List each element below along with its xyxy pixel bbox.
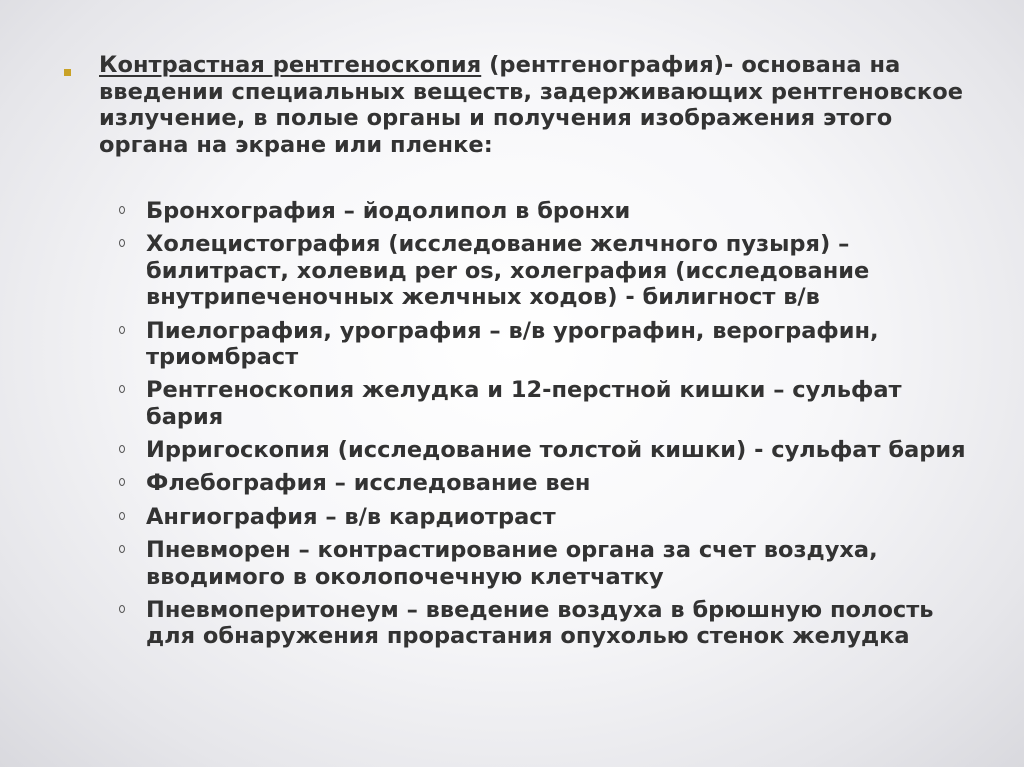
list-item-text: Рентгеноскопия желудка и 12-перстной кишки – сульфат бария [146,377,902,430]
list-item-text: Ангиография – в/в кардиотраст [146,503,556,530]
ring-bullet-icon [119,445,125,453]
list-item [146,198,976,225]
square-bullet-icon [64,69,71,76]
ring-bullet-icon [119,385,125,393]
list-item [146,377,976,430]
ring-bullet-icon [119,326,125,334]
sub-bullet-list [146,198,976,657]
list-item-text: Бронхография – йодолипол в бронхи [146,198,631,224]
list-item-text: Флебография – исследование вен [146,470,591,497]
list-item-text: Пневмоперитонеум – введение воздуха в брюшную полость для обнаружения прорастания опухолью стенок желудка [146,596,934,650]
list-item-text: Пневморен – контрастирование органа за счет воздуха, вводимого в околопочечную клетчатку [146,537,878,590]
list-item [146,537,976,590]
main-item-body: основана на введении специальных веществ, задерживающих рентгеновское излучение, в полые органы и получения изображения этого органа на экране или пленке: [99,52,964,158]
main-item-title-rest: (рентгенография)- [481,52,734,78]
list-item [146,597,976,650]
list-item [146,437,976,464]
list-item [146,231,976,311]
list-item [146,318,976,371]
list-item [146,504,976,531]
ring-bullet-icon [119,512,125,520]
ring-bullet-icon [119,605,125,613]
ring-bullet-icon [119,239,125,247]
list-item-text: Холецистография (исследование желчного пузыря) – билитраст, холевид per os, холеграфия (исследование внутрипеченочных желчных ходов) - билигност в/в [146,231,870,311]
ring-bullet-icon [119,545,125,553]
list-item [146,470,976,497]
list-item-text: Пиелография, урография – в/в урографин, верографин, триомбраст [146,317,879,371]
main-item-title: Контрастная рентгеноскопия [99,52,482,78]
ring-bullet-icon [119,206,125,214]
main-bullet-item [99,52,979,158]
list-item-text: Ирригоскопия (исследование толстой кишки) - сульфат бария [146,437,966,464]
ring-bullet-icon [119,478,125,486]
